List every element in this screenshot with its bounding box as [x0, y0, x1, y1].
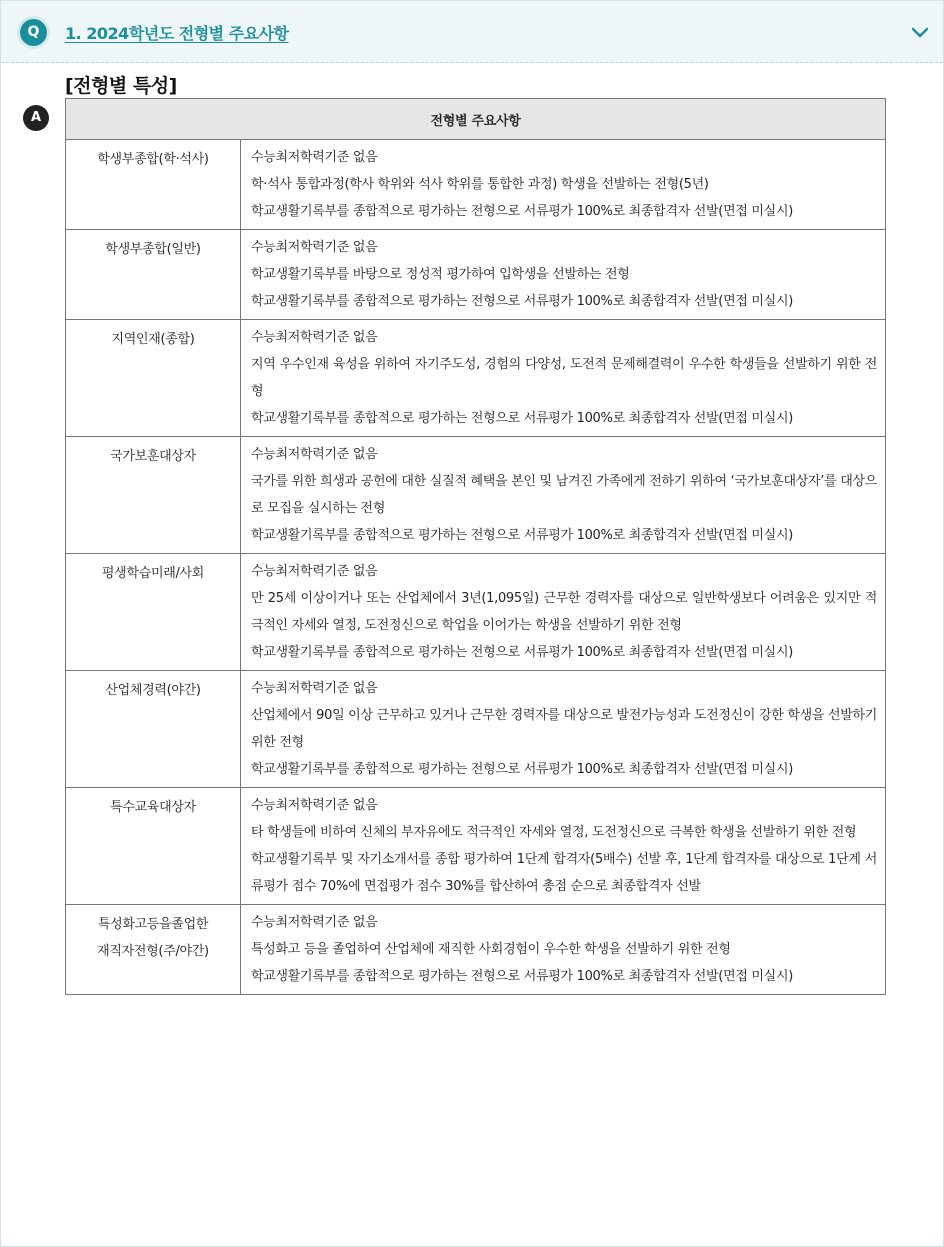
description-line: 수능최저학력기준 없음 — [251, 564, 378, 579]
table-row — [66, 140, 886, 230]
admission-type-cell: 산업체경력(야간) — [66, 671, 241, 788]
description-line: 국가를 위한 희생과 공헌에 대한 실질적 혜택을 본인 및 남겨진 가족에게 전하기 위하여 ‘국가보훈대상자’를 대상으로 모집을 실시하는 전형 — [251, 474, 877, 516]
description-line: 학교생활기록부를 종합적으로 평가하는 전형으로 서류평가 100%로 최종합격자 선발(면접 미실시) — [251, 411, 793, 426]
description-line: 수능최저학력기준 없음 — [251, 798, 378, 813]
table-row — [66, 788, 886, 905]
admission-type-cell: 평생학습미래/사회 — [66, 554, 241, 671]
description-line: 학교생활기록부를 종합적으로 평가하는 전형으로 서류평가 100%로 최종합격자 선발(면접 미실시) — [251, 204, 793, 219]
description-line: 수능최저학력기준 없음 — [251, 330, 378, 345]
description-line: 수능최저학력기준 없음 — [251, 240, 378, 255]
description-line: 학·석사 통합과정(학사 학위와 석사 학위를 통합한 과정) 학생을 선발하는 전형(5년) — [251, 177, 709, 192]
description-line: 수능최저학력기준 없음 — [251, 681, 378, 696]
admission-description-cell — [241, 671, 886, 788]
answer-section-title: [전형별 특성] — [65, 75, 177, 97]
admission-description-cell — [241, 905, 886, 995]
admission-type-label: 재직자전형(주/야간) — [97, 944, 209, 959]
description-line: 만 25세 이상이거나 또는 산업체에서 3년(1,095일) 근무한 경력자를 대상으로 일반학생보다 어려움은 있지만 적극적인 자세와 열정, 도전정신으로 학업을 이어가는 학생을 선발하기 위한 전형 — [251, 591, 877, 633]
admission-type-label: 특성화고등을졸업한 — [97, 917, 209, 932]
description-line: 타 학생들에 비하여 신체의 부자유에도 적극적인 자세와 열정, 도전정신으로 극복한 학생을 선발하기 위한 전형 — [251, 825, 857, 840]
description-line: 수능최저학력기준 없음 — [251, 150, 378, 165]
description-line: 학교생활기록부를 바탕으로 정성적 평가하여 입학생을 선발하는 전형 — [251, 267, 630, 282]
description-line: 산업체에서 90일 이상 근무하고 있거나 근무한 경력자를 대상으로 발전가능성과 도전정신이 강한 학생을 선발하기 위한 전형 — [251, 708, 877, 750]
table-row — [66, 554, 886, 671]
admission-type-cell: 국가보훈대상자 — [66, 437, 241, 554]
table-header-row — [66, 99, 886, 140]
question-badge: Q — [20, 19, 47, 46]
table-row — [66, 437, 886, 554]
description-line: 학교생활기록부 및 자기소개서를 종합 평가하여 1단계 합격자(5배수) 선발 후, 1단계 합격자를 대상으로 1단계 서류평가 점수 70%에 면접평가 점수 30%를 합산하여 총점 순으로 최종합격자 선발 — [251, 852, 877, 894]
admission-description-cell — [241, 230, 886, 320]
table-body — [66, 140, 886, 995]
description-line: 학교생활기록부를 종합적으로 평가하는 전형으로 서류평가 100%로 최종합격자 선발(면접 미실시) — [251, 294, 793, 309]
table-row — [66, 230, 886, 320]
faq-question-header[interactable] — [1, 1, 943, 63]
admission-type-cell: 학생부종합(학·석사) — [66, 140, 241, 230]
admission-description-cell — [241, 788, 886, 905]
table-row — [66, 671, 886, 788]
table-header: 전형별 주요사항 — [66, 99, 886, 140]
description-line: 특성화고 등을 졸업하여 산업체에 재직한 사회경험이 우수한 학생을 선발하기 위한 전형 — [251, 942, 731, 957]
chevron-down-icon[interactable] — [909, 21, 931, 43]
admission-description-cell — [241, 554, 886, 671]
question-title-link[interactable]: 1. 2024학년도 전형별 주요사항 — [65, 24, 289, 43]
admission-type-cell: 학생부종합(일반) — [66, 230, 241, 320]
admission-description-cell — [241, 437, 886, 554]
description-line: 수능최저학력기준 없음 — [251, 915, 378, 930]
description-line: 지역 우수인재 육성을 위하여 자기주도성, 경험의 다양성, 도전적 문제해결력이 우수한 학생들을 선발하기 위한 전형 — [251, 357, 877, 399]
admission-description-cell — [241, 140, 886, 230]
admission-type-table — [65, 98, 886, 995]
table-row — [66, 320, 886, 437]
description-line: 학교생활기록부를 종합적으로 평가하는 전형으로 서류평가 100%로 최종합격자 선발(면접 미실시) — [251, 528, 793, 543]
table-row — [66, 905, 886, 995]
description-line: 학교생활기록부를 종합적으로 평가하는 전형으로 서류평가 100%로 최종합격자 선발(면접 미실시) — [251, 969, 793, 984]
description-line: 학교생활기록부를 종합적으로 평가하는 전형으로 서류평가 100%로 최종합격자 선발(면접 미실시) — [251, 645, 793, 660]
answer-badge: A — [23, 105, 49, 131]
admission-description-cell — [241, 320, 886, 437]
description-line: 학교생활기록부를 종합적으로 평가하는 전형으로 서류평가 100%로 최종합격자 선발(면접 미실시) — [251, 762, 793, 777]
description-line: 수능최저학력기준 없음 — [251, 447, 378, 462]
admission-type-cell: 지역인재(종합) — [66, 320, 241, 437]
admission-type-cell: 특수교육대상자 — [66, 788, 241, 905]
admission-type-cell — [66, 905, 241, 995]
